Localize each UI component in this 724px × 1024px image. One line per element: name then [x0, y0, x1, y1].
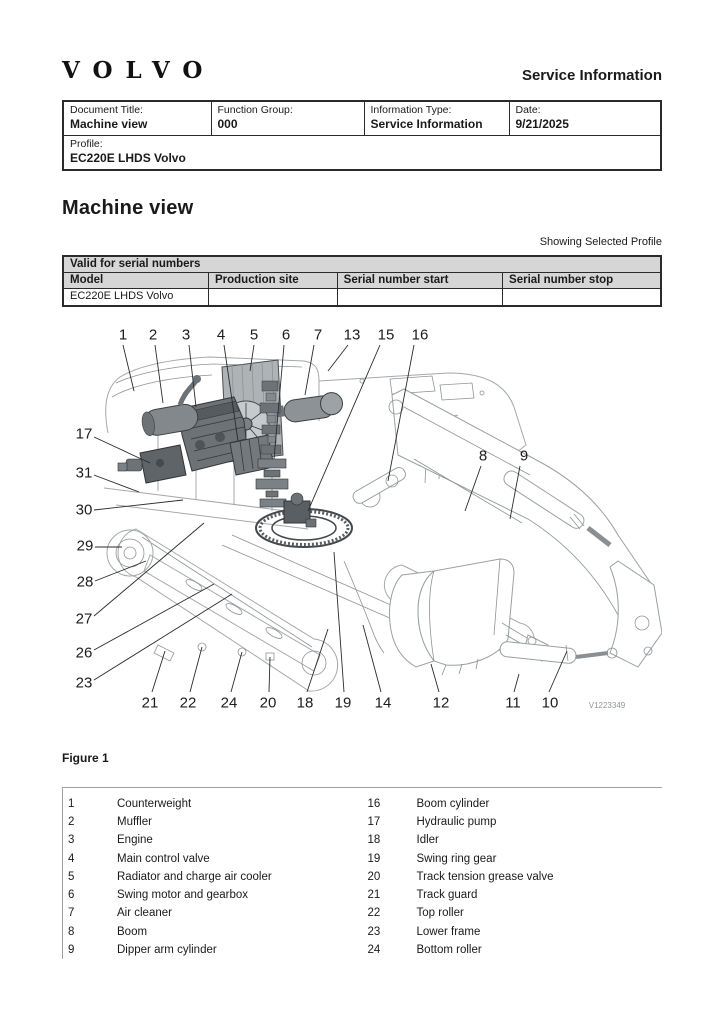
callout-leader-19: [334, 552, 344, 692]
callout-23: 23: [75, 674, 93, 691]
part-name: Hydraulic pump: [416, 815, 497, 828]
part-row-20: [363, 868, 663, 886]
callout-19: 19: [334, 694, 352, 711]
part-number: 17: [367, 815, 381, 828]
profile-note: Showing Selected Profile: [539, 236, 662, 248]
cell-production-site: [208, 289, 337, 306]
boom-cylinder: [351, 465, 408, 507]
part-name: Idler: [416, 834, 439, 847]
left-track: [107, 529, 338, 691]
callout-leader-21: [152, 651, 165, 692]
part-row-22: [363, 904, 663, 922]
callout-26: 26: [75, 644, 93, 661]
callout-7: 7: [313, 326, 323, 343]
part-number: 22: [367, 907, 381, 920]
part-name: Muffler: [117, 815, 152, 828]
part-row-3: [63, 831, 363, 849]
info-cell-function-group: Function Group: 000: [211, 101, 364, 136]
part-number: 6: [68, 889, 75, 902]
parts-list: [62, 787, 662, 960]
volvo-logo: VOLVO: [62, 57, 216, 84]
part-number: 18: [367, 834, 381, 847]
callout-12: 12: [432, 694, 450, 711]
callout-leader-17: [94, 437, 150, 463]
part-number: 9: [68, 944, 75, 957]
air-cleaner: [275, 391, 345, 424]
info-cell-date: Date: 9/21/2025: [509, 101, 661, 136]
part-number: 8: [68, 925, 75, 938]
callout-13: 13: [343, 326, 361, 343]
callout-leader-11: [514, 674, 519, 692]
callout-30: 30: [75, 501, 93, 518]
part-number: 5: [68, 870, 75, 883]
part-row-21: [363, 886, 663, 904]
arm-end-plate: [610, 561, 662, 667]
page-title: Machine view: [62, 197, 194, 219]
part-number: 3: [68, 834, 75, 847]
document-info-table: [62, 100, 662, 171]
exhaust-pipe: [180, 375, 201, 405]
callout-8: 8: [478, 447, 488, 464]
part-number: 20: [367, 870, 381, 883]
hydraulic-pump: [118, 445, 186, 483]
callout-24: 24: [220, 694, 238, 711]
part-number: 23: [367, 925, 381, 938]
document-type-title: Service Information: [521, 67, 662, 84]
callout-3: 3: [181, 326, 191, 343]
callout-leader-20: [269, 657, 270, 692]
callout-leader-12: [431, 664, 439, 692]
part-number: 1: [68, 797, 75, 810]
callout-leader-2: [155, 345, 163, 403]
figure-caption: Figure 1: [62, 750, 109, 765]
col-header-serial-stop: Serial number stop: [503, 273, 661, 289]
part-name: Lower frame: [416, 925, 481, 938]
part-row-18: [363, 831, 663, 849]
callout-11: 11: [505, 694, 521, 711]
part-name: Track guard: [416, 889, 478, 902]
part-row-8: [63, 923, 363, 941]
col-header-production-site: Production site: [208, 273, 337, 289]
callout-9: 9: [519, 447, 529, 464]
callout-22: 22: [179, 694, 197, 711]
info-cell-profile: Profile: EC220E LHDS Volvo: [63, 136, 661, 171]
col-header-serial-start: Serial number start: [337, 273, 502, 289]
callout-10: 10: [541, 694, 559, 711]
bucket-cylinder: [499, 641, 617, 664]
callout-leader-1: [123, 345, 134, 391]
part-number: 16: [367, 797, 381, 810]
part-row-16: [363, 795, 663, 813]
callout-leader-13: [328, 345, 348, 371]
part-name: Engine: [117, 834, 153, 847]
callout-leader-23: [94, 594, 232, 680]
callout-6: 6: [281, 326, 291, 343]
part-row-24: [363, 941, 663, 959]
part-row-9: [63, 941, 363, 959]
part-number: 24: [367, 944, 381, 957]
part-name: Swing ring gear: [416, 852, 497, 865]
callout-leader-24: [231, 652, 242, 692]
part-name: Main control valve: [117, 852, 210, 865]
drawing-code: V1223349: [588, 700, 626, 710]
callout-17: 17: [75, 425, 93, 442]
part-row-7: [63, 904, 363, 922]
callout-15: 15: [377, 326, 395, 343]
callout-5: 5: [249, 326, 259, 343]
part-row-2: [63, 813, 363, 831]
part-number: 2: [68, 815, 75, 828]
serial-numbers-table: [62, 255, 662, 307]
part-name: Counterweight: [117, 797, 192, 810]
callout-2: 2: [148, 326, 158, 343]
callout-28: 28: [76, 573, 94, 590]
part-number: 19: [367, 852, 381, 865]
callout-leader-7: [305, 345, 314, 395]
col-header-model: Model: [63, 273, 208, 289]
part-row-19: [363, 849, 663, 867]
callout-21: 21: [141, 694, 159, 711]
masthead: [62, 56, 662, 84]
part-number: 21: [367, 889, 381, 902]
callout-1: 1: [118, 326, 128, 343]
part-name: Top roller: [416, 907, 464, 920]
machine-drawing: [62, 323, 662, 717]
serial-table-title: Valid for serial numbers: [63, 256, 661, 273]
part-number: 7: [68, 907, 75, 920]
callout-leader-22: [190, 647, 202, 692]
callout-leader-30: [94, 500, 183, 510]
part-name: Dipper arm cylinder: [117, 944, 217, 957]
part-row-17: [363, 813, 663, 831]
part-row-5: [63, 868, 363, 886]
callout-31: 31: [75, 464, 93, 481]
callout-leader-18: [307, 629, 328, 692]
parts-list-right-column: [363, 795, 663, 960]
info-cell-information-type: Information Type: Service Information: [364, 101, 509, 136]
cell-serial-start: [337, 289, 502, 306]
info-cell-document-title: Document Title: Machine view: [63, 101, 211, 136]
part-row-23: [363, 923, 663, 941]
part-row-4: [63, 849, 363, 867]
serial-table-row: [63, 289, 661, 306]
callout-leader-14: [363, 625, 381, 692]
part-row-6: [63, 886, 363, 904]
cell-model: EC220E LHDS Volvo: [63, 289, 208, 306]
part-name: Bottom roller: [416, 944, 482, 957]
callout-18: 18: [296, 694, 314, 711]
machine-figure: [62, 323, 662, 719]
callout-14: 14: [374, 694, 392, 711]
parts-list-left-column: [63, 795, 363, 960]
part-name: Track tension grease valve: [416, 870, 554, 883]
part-name: Air cleaner: [117, 907, 172, 920]
callout-16: 16: [411, 326, 429, 343]
callout-27: 27: [75, 610, 93, 627]
part-name: Radiator and charge air cooler: [117, 870, 272, 883]
part-number: 4: [68, 852, 75, 865]
bucket: [390, 559, 515, 675]
callout-4: 4: [216, 326, 226, 343]
callout-29: 29: [76, 537, 94, 554]
part-name: Boom cylinder: [416, 797, 490, 810]
part-name: Swing motor and gearbox: [117, 889, 249, 902]
part-name: Boom: [117, 925, 148, 938]
callout-20: 20: [259, 694, 277, 711]
cell-serial-stop: [503, 289, 661, 306]
part-row-1: [63, 795, 363, 813]
